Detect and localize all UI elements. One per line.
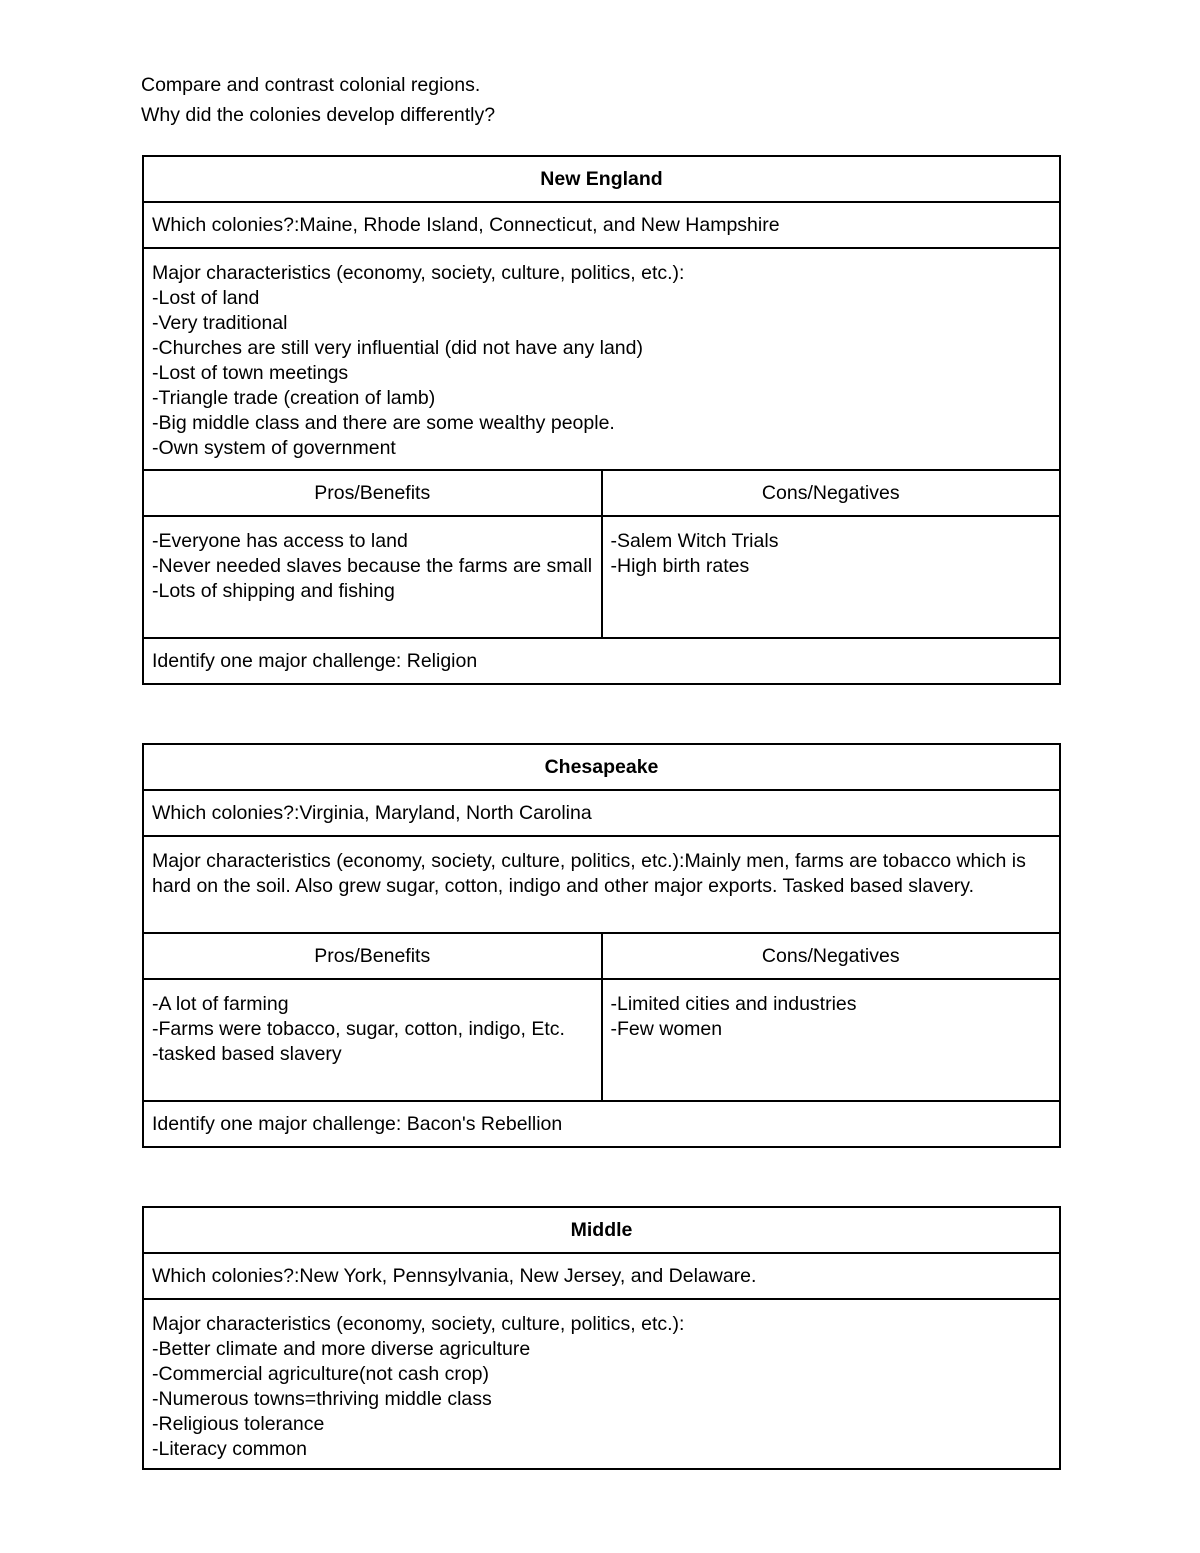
colonies-row: Which colonies?:Virginia, Maryland, North Carolina: [143, 790, 1060, 836]
cons-item: -Salem Witch Trials: [610, 530, 779, 552]
characteristic-item: -Better climate and more diverse agriculture: [152, 1338, 531, 1360]
characteristic-item: -Very traditional: [152, 312, 288, 334]
pros-item: -Never needed slaves because the farms are small: [152, 555, 593, 577]
characteristic-item: -Religious tolerance: [152, 1413, 325, 1435]
characteristic-item: -Literacy common: [152, 1438, 307, 1460]
characteristic-item: -Churches are still very influential (did not have any land): [152, 337, 643, 359]
characteristics-label: Major characteristics (economy, society, culture, politics, etc.):: [152, 1313, 685, 1335]
characteristic-item: -Own system of government: [152, 437, 396, 459]
challenge-row: Identify one major challenge: Bacon's Rebellion: [143, 1101, 1060, 1147]
cons-cell: [602, 516, 1061, 638]
cons-item: -Limited cities and industries: [610, 993, 857, 1015]
pros-cell: [143, 516, 602, 638]
intro-line-1: Compare and contrast colonial regions.: [141, 74, 481, 96]
challenge-row: Identify one major challenge: Religion: [143, 638, 1060, 684]
characteristic-item: -Commercial agriculture(not cash crop): [152, 1363, 490, 1385]
region-table-middle: [142, 1206, 1061, 1470]
cons-item: -High birth rates: [610, 555, 750, 577]
characteristic-item: -Triangle trade (creation of lamb): [152, 387, 436, 409]
pros-cell: [143, 979, 602, 1101]
characteristic-item: -Numerous towns=thriving middle class: [152, 1388, 492, 1410]
region-title: New England: [143, 156, 1060, 202]
region-title: Chesapeake: [143, 744, 1060, 790]
cons-cell: [602, 979, 1061, 1101]
characteristic-item: -Lost of town meetings: [152, 362, 349, 384]
colonies-row: Which colonies?:Maine, Rhode Island, Connecticut, and New Hampshire: [143, 202, 1060, 248]
cons-header: Cons/Negatives: [602, 933, 1061, 979]
pros-header: Pros/Benefits: [143, 933, 602, 979]
pros-header: Pros/Benefits: [143, 470, 602, 516]
characteristics-cell: [143, 248, 1060, 470]
region-table-chesapeake: [142, 743, 1061, 1148]
region-title: Middle: [143, 1207, 1060, 1253]
intro: [141, 70, 495, 130]
characteristic-item: -Big middle class and there are some wealthy people.: [152, 412, 615, 434]
pros-item: -Lots of shipping and fishing: [152, 580, 395, 602]
characteristics-label: Major characteristics (economy, society, culture, politics, etc.):Mainly men, farms are tobacco which is hard on the soil. Also grew sugar, cotton, indigo and other major exports. Tasked based slavery.: [152, 850, 1026, 897]
characteristics-cell: [143, 836, 1060, 933]
pros-item: -tasked based slavery: [152, 1043, 342, 1065]
region-table-new-england: [142, 155, 1061, 685]
cons-header: Cons/Negatives: [602, 470, 1061, 516]
characteristics-label: Major characteristics (economy, society, culture, politics, etc.):: [152, 262, 685, 284]
pros-item: -A lot of farming: [152, 993, 289, 1015]
cons-item: -Few women: [610, 1018, 723, 1040]
characteristic-item: -Lost of land: [152, 287, 260, 309]
pros-item: -Everyone has access to land: [152, 530, 408, 552]
characteristics-cell: [143, 1299, 1060, 1469]
colonies-row: Which colonies?:New York, Pennsylvania, New Jersey, and Delaware.: [143, 1253, 1060, 1299]
pros-item: -Farms were tobacco, sugar, cotton, indigo, Etc.: [152, 1018, 565, 1040]
intro-line-2: Why did the colonies develop differently?: [141, 104, 496, 126]
